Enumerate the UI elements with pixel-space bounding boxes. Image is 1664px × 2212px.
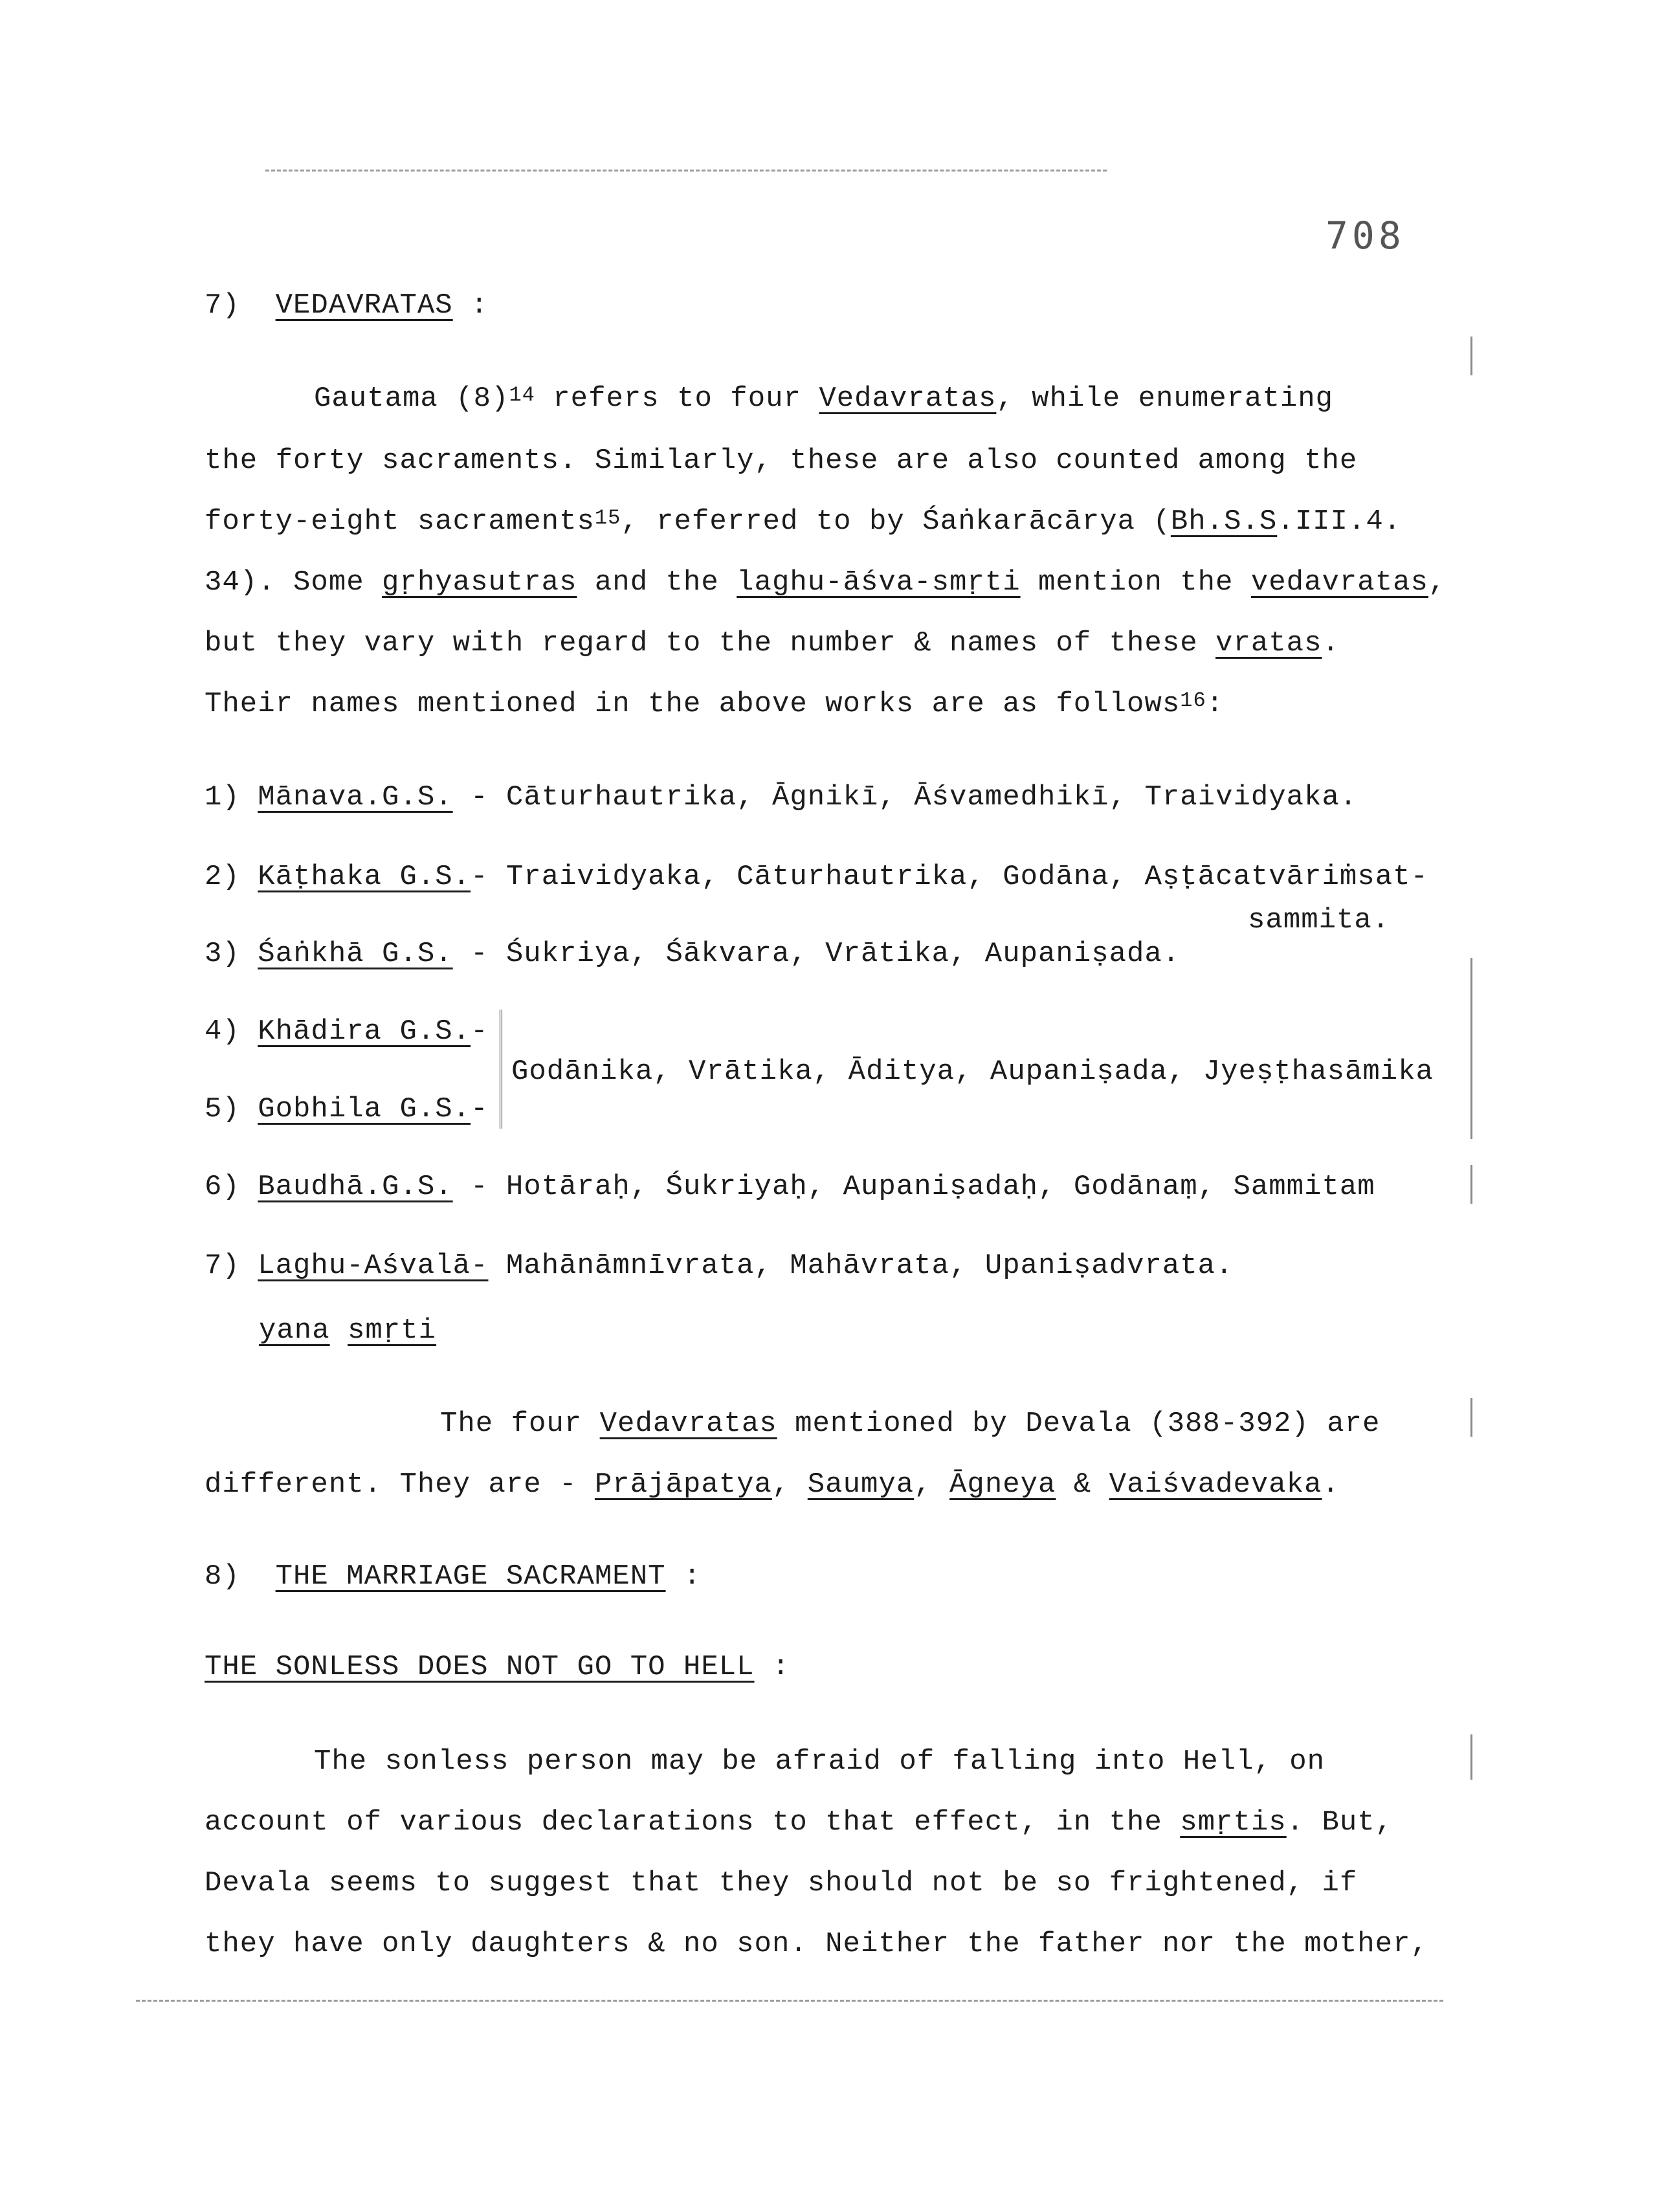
text: . But, bbox=[1286, 1806, 1393, 1839]
footnote-ref: 14 bbox=[509, 383, 535, 407]
footer-noise-line bbox=[136, 2000, 1443, 2002]
list-item-5 bbox=[205, 1095, 488, 1123]
list-items-4-5-shared: Godānika, Vrātika, Āditya, Aupaniṣada, Jyeṣṭhasāmika bbox=[511, 1056, 1434, 1088]
footnote-ref: 15 bbox=[594, 506, 621, 530]
text: mentioned by Devala (388-392) are bbox=[777, 1408, 1381, 1440]
para1-line2: the forty sacraments. Similarly, these are also counted among the bbox=[205, 445, 1358, 477]
term: Vedavratas bbox=[599, 1408, 777, 1440]
list-number: 3) bbox=[205, 938, 240, 970]
text: mention the bbox=[1020, 566, 1251, 599]
list-text: Traividyaka, Cāturhautrika, Godāna, Aṣṭācatvāriṁsat- bbox=[505, 861, 1428, 893]
term: Vaiśvadevaka bbox=[1109, 1468, 1322, 1501]
para3-line2 bbox=[205, 1808, 1393, 1837]
list-sep bbox=[488, 1250, 505, 1282]
term: Āgneya bbox=[949, 1468, 1056, 1501]
term: laghu-āśva-smṛti bbox=[737, 566, 1021, 599]
para1-line5 bbox=[205, 629, 1340, 658]
list-source: Mānava.G.S. bbox=[258, 781, 453, 813]
text: , bbox=[1428, 566, 1447, 599]
list-item-7-continuation bbox=[259, 1316, 436, 1345]
text: , referred to by Śaṅkarācārya ( bbox=[621, 505, 1171, 538]
list-text: Cāturhautrika, Āgnikī, Āśvamedhikī, Traividyaka. bbox=[505, 781, 1358, 813]
text: . bbox=[1322, 627, 1340, 659]
text: account of various declarations to that effect, in the bbox=[205, 1806, 1181, 1839]
list-item-2 bbox=[205, 863, 1428, 891]
list-number: 1) bbox=[205, 781, 240, 813]
list-text: Hotāraḥ, Śukriyaḥ, Aupaniṣadaḥ, Godānaṃ, Sammitam bbox=[505, 1171, 1375, 1203]
list-item-2-continuation: sammita. bbox=[1248, 904, 1390, 936]
term: smṛti bbox=[348, 1314, 437, 1347]
list-source: Kāṭhaka G.S. bbox=[258, 861, 471, 893]
list-item-4 bbox=[205, 1017, 488, 1046]
term: smṛtis bbox=[1180, 1806, 1287, 1839]
text: , while enumerating bbox=[996, 382, 1334, 415]
para1-line6 bbox=[205, 690, 1224, 718]
list-source: Gobhila G.S. bbox=[258, 1093, 471, 1125]
text: . bbox=[1322, 1468, 1340, 1501]
page-number: 708 bbox=[1326, 214, 1405, 258]
text: , bbox=[771, 1468, 808, 1501]
text: .III.4. bbox=[1277, 505, 1402, 538]
list-item-1 bbox=[205, 783, 1357, 812]
curly-brace bbox=[500, 1010, 509, 1129]
section-colon: : bbox=[683, 1560, 702, 1593]
margin-speck bbox=[1470, 958, 1472, 1139]
text: Their names mentioned in the above works are as follows bbox=[205, 688, 1181, 720]
para1-line4 bbox=[205, 568, 1446, 597]
subheading bbox=[205, 1653, 790, 1681]
text: & bbox=[1056, 1468, 1109, 1501]
list-sep: - bbox=[471, 861, 506, 893]
list-number: 5) bbox=[205, 1093, 240, 1125]
list-number: 7) bbox=[205, 1250, 240, 1282]
list-text: Mahānāmnīvrata, Mahāvrata, Upaniṣadvrata. bbox=[505, 1250, 1234, 1282]
list-sep: - bbox=[471, 1093, 489, 1125]
list-sep: - bbox=[471, 1015, 489, 1048]
term: Saumya bbox=[807, 1468, 915, 1501]
section-title: VEDAVRATAS bbox=[275, 289, 453, 322]
list-sep: - bbox=[452, 938, 506, 970]
term: vratas bbox=[1215, 627, 1322, 659]
text: forty-eight sacraments bbox=[205, 505, 595, 538]
text: different. They are - bbox=[205, 1468, 595, 1501]
margin-speck bbox=[1470, 1734, 1472, 1780]
list-text: Śukriya, Śākvara, Vrātika, Aupaniṣada. bbox=[505, 938, 1181, 970]
list-number: 4) bbox=[205, 1015, 240, 1048]
section-title: THE MARRIAGE SACRAMENT bbox=[275, 1560, 666, 1593]
para2-line1 bbox=[440, 1410, 1380, 1438]
list-item-7 bbox=[205, 1252, 1233, 1280]
term: Vedavratas bbox=[819, 382, 997, 415]
margin-speck bbox=[1470, 1165, 1472, 1204]
para2-line2 bbox=[205, 1470, 1340, 1499]
term: Bh.S.S bbox=[1170, 505, 1278, 538]
list-sep: - bbox=[452, 1171, 506, 1203]
para3-line1: The sonless person may be afraid of falling into Hell, on bbox=[314, 1745, 1326, 1778]
text: , bbox=[914, 1468, 950, 1501]
text: but they vary with regard to the number & names of these bbox=[205, 627, 1216, 659]
subheading-colon: : bbox=[771, 1651, 790, 1683]
list-source: Śaṅkhā G.S. bbox=[258, 938, 453, 970]
section-7-heading bbox=[205, 291, 488, 320]
term: Prājāpatya bbox=[594, 1468, 772, 1501]
para3-line3: Devala seems to suggest that they should not be so frightened, if bbox=[205, 1867, 1358, 1899]
text bbox=[330, 1314, 348, 1347]
list-source: Laghu-Aśvalā- bbox=[258, 1250, 489, 1282]
term: gṛhyasutras bbox=[382, 566, 577, 599]
text: refers to four bbox=[535, 382, 819, 415]
para3-line4: they have only daughters & no son. Neither the father nor the mother, bbox=[205, 1928, 1428, 1960]
list-source: Khādira G.S. bbox=[258, 1015, 471, 1048]
list-number: 2) bbox=[205, 861, 240, 893]
section-colon: : bbox=[471, 289, 489, 322]
list-source: Baudhā.G.S. bbox=[258, 1171, 453, 1203]
section-number: 7) bbox=[205, 289, 240, 322]
section-8-heading bbox=[205, 1562, 701, 1591]
list-number: 6) bbox=[205, 1171, 240, 1203]
header-noise-line bbox=[265, 170, 1107, 171]
text: Gautama (8) bbox=[314, 382, 509, 415]
text: The four bbox=[440, 1408, 600, 1440]
list-item-3 bbox=[205, 940, 1180, 968]
margin-speck bbox=[1470, 337, 1472, 375]
para1-line3 bbox=[205, 507, 1401, 536]
list-sep: - bbox=[452, 781, 506, 813]
text: 34). Some bbox=[205, 566, 383, 599]
text: : bbox=[1206, 688, 1225, 720]
margin-speck bbox=[1470, 1398, 1472, 1437]
subheading-title: THE SONLESS DOES NOT GO TO HELL bbox=[205, 1651, 755, 1683]
term: yana bbox=[259, 1314, 330, 1347]
term: vedavratas bbox=[1250, 566, 1428, 599]
section-number: 8) bbox=[205, 1560, 240, 1593]
footnote-ref: 16 bbox=[1180, 689, 1206, 713]
para1-line1 bbox=[314, 384, 1333, 413]
text: and the bbox=[577, 566, 737, 599]
list-item-6 bbox=[205, 1173, 1375, 1201]
